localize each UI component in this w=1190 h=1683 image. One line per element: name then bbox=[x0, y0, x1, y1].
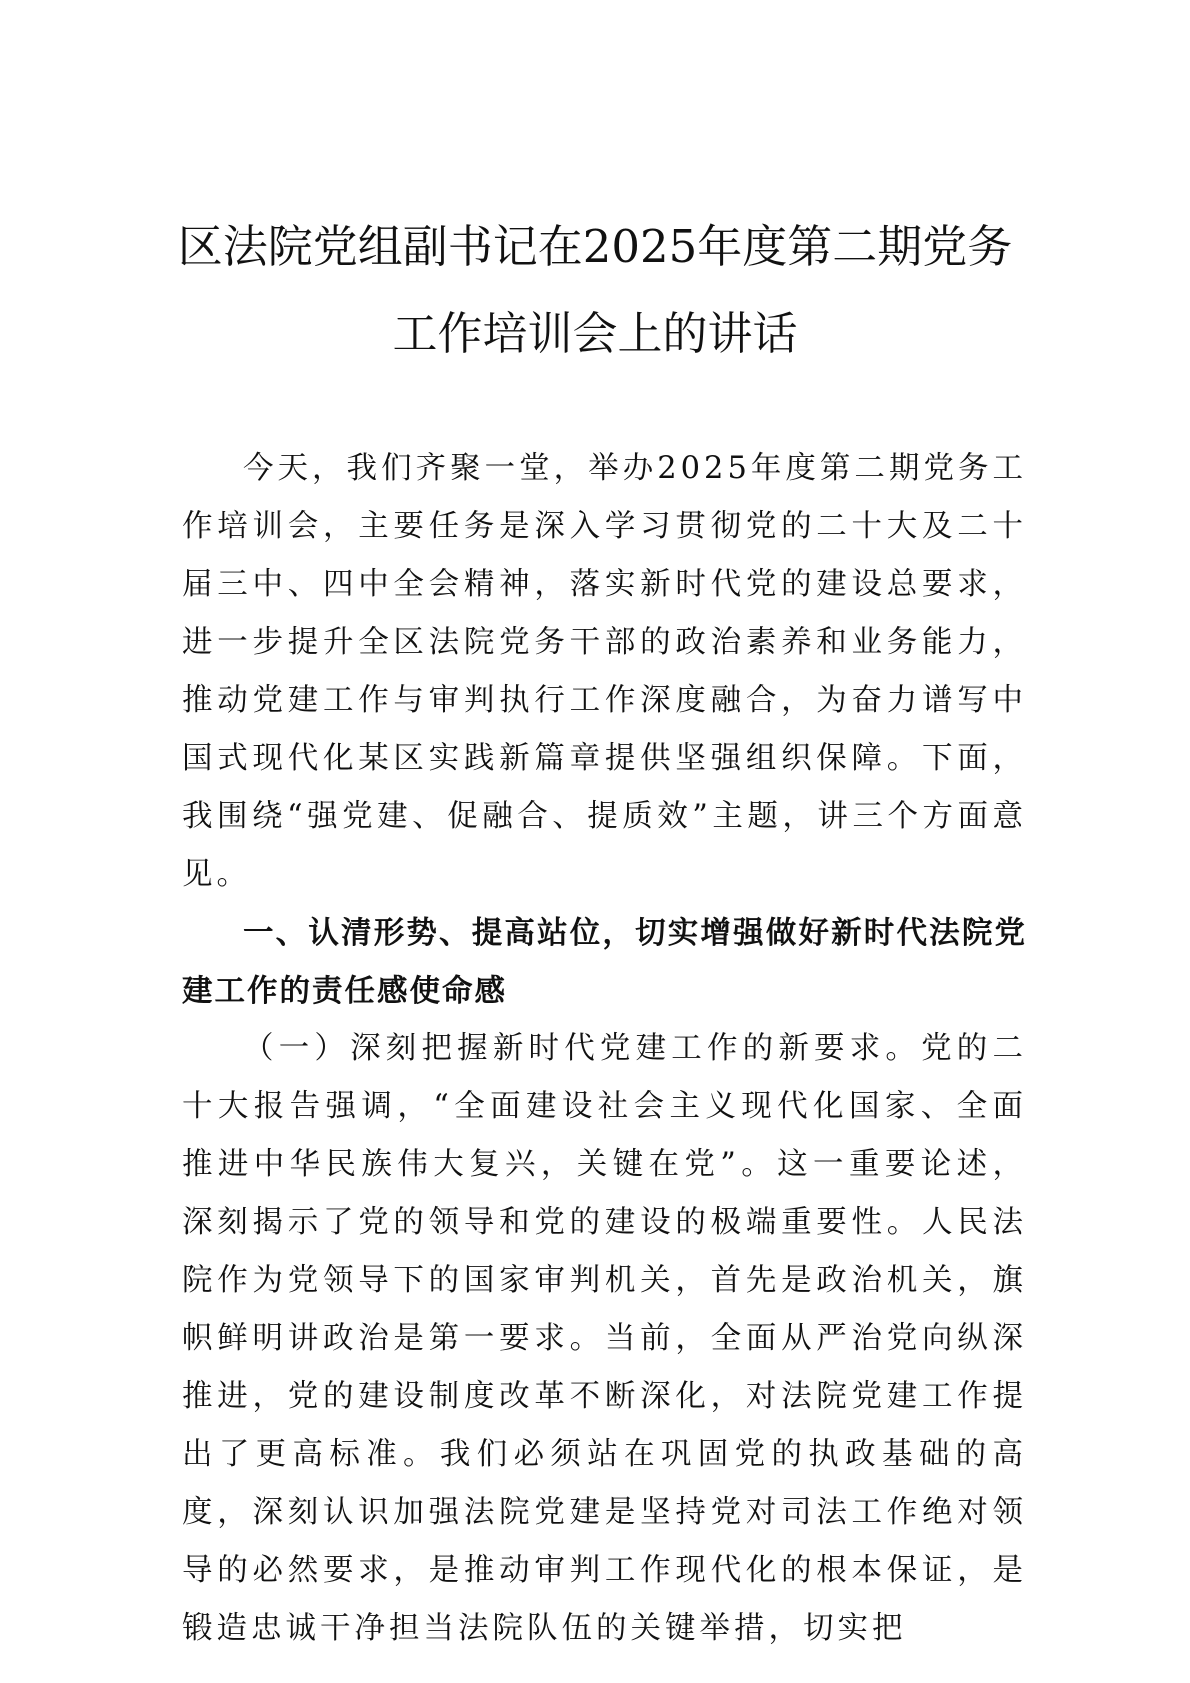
section-heading-1: 一、认清形势、提高站位，切实增强做好新时代法院党建工作的责任感使命感 bbox=[182, 915, 1027, 1009]
subsection-paragraph-1: （一）深刻把握新时代党建工作的新要求。党的二十大报告强调，“全面建设社会主义现代化国家、全面推进中华民族伟大复兴，关键在党”。这一重要论述，深刻揭示了党的领导和党的建设的极端重要性。人民法院作为党领导下的国家审判机关，首先是政治机关，旗帜鲜明讲政治是第一要求。当前，全面从严治党向纵深推进，党的建设制度改革不断深化，对法院党建工作提出了更高标准。我们必须站在巩固党的执政基础的高度，深刻认识加强法院党建是坚持党对司法工作绝对领导的必然要求，是推动审判工作现代化的根本保证，是锻造忠诚干净担当法院队伍的关键举措，切实把 bbox=[182, 1031, 1027, 1646]
document-body bbox=[182, 440, 1027, 1658]
document-title-line-2: 工作培训会上的讲话 bbox=[392, 307, 798, 360]
intro-paragraph: 今天，我们齐聚一堂，举办2025年度第二期党务工作培训会，主要任务是深入学习贯彻党的二十大及二十届三中、四中全会精神，落实新时代党的建设总要求，进一步提升全区法院党务干部的政治素养和业务能力，推动党建工作与审判执行工作深度融合，为奋力谱写中国式现代化某区实践新篇章提供坚强组织保障。下面，我围绕“强党建、促融合、提质效”主题，讲三个方面意见。 bbox=[182, 451, 1027, 892]
document-title-line-1: 区法院党组副书记在2025年度第二期党务 bbox=[177, 220, 1013, 273]
